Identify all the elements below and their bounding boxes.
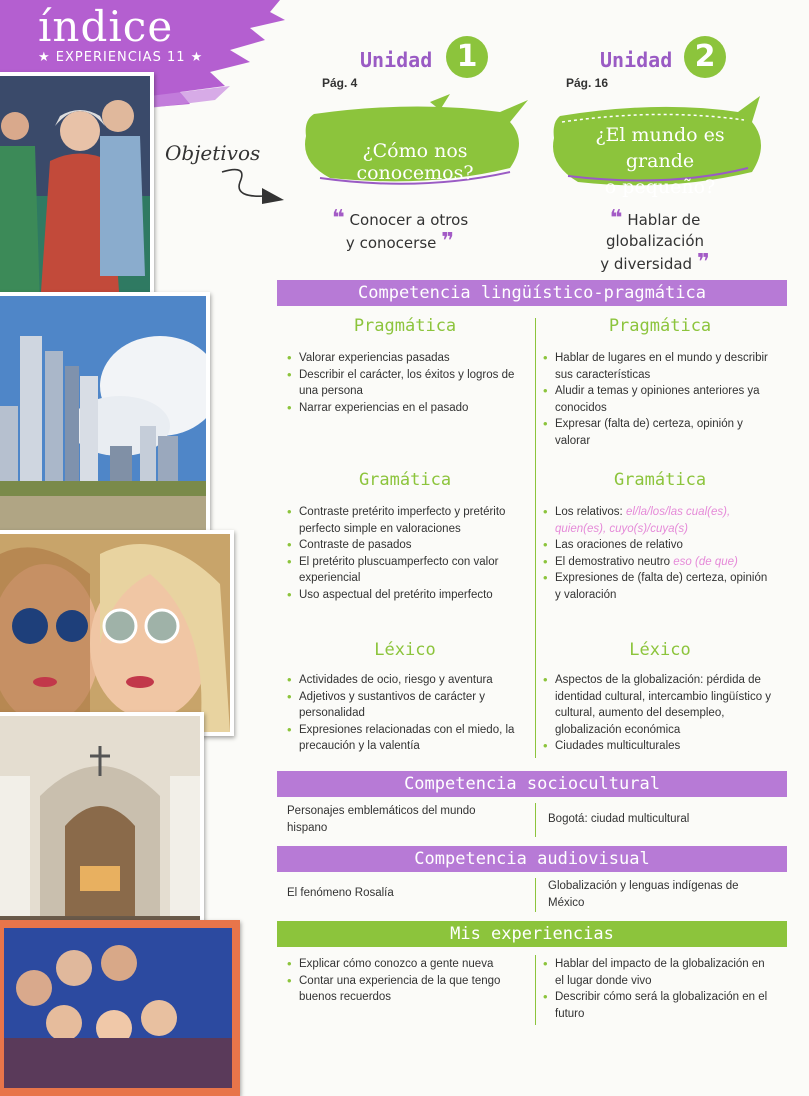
unit-2-bubble-line1: ¿El mundo es grande (595, 124, 725, 172)
band-audiovisual: Competencia audiovisual (277, 846, 787, 872)
list-item: • Uso aspectual del pretérito imperfecto (287, 587, 527, 604)
list-item: • Hablar de lugares en el mundo y describir sus características (543, 350, 773, 383)
relativos-forms: el/la/los/las cual(es), quien(es), cuyo(s)/cuya(s) (555, 506, 731, 535)
objetivos-label: Objetivos (165, 141, 261, 165)
relativos-label: Los relativos: (555, 506, 626, 518)
unit-2-gramatica-list (543, 504, 773, 603)
photo-audience (0, 72, 154, 310)
unit-2-lexico-title: Léxico (629, 640, 691, 660)
unit-2-experiencias-list (543, 956, 773, 1022)
unit-1-audiovisual: El fenómeno Rosalía (287, 887, 394, 899)
unit-1-label: Unidad (360, 48, 433, 72)
photo-synagogue-interior (0, 712, 204, 940)
column-divider (535, 878, 536, 912)
band-mis-experiencias: Mis experiencias (277, 921, 787, 947)
list-item (543, 554, 773, 571)
unit-2-badge: 2 (684, 36, 726, 78)
list-item: • Contraste pretérito imperfecto y pretérito perfecto simple en valoraciones (287, 504, 527, 537)
list-item: • Contraste de pasados (287, 537, 527, 554)
list-item: • El pretérito pluscuamperfecto con valor experiencial (287, 554, 527, 587)
list-item: • Expresiones relacionadas con el miedo, la precaución y la valentía (287, 722, 527, 755)
photo-friends-sunglasses (0, 530, 234, 736)
unit-1-page: Pág. 4 (322, 76, 358, 90)
list-item: • Hablar del impacto de la globalización en el lugar donde vivo (543, 956, 773, 989)
unit-2-audiovisual: Globalización y lenguas indígenas de México (548, 880, 739, 909)
index-title: índice (38, 2, 174, 51)
unit-2-bubble-text (560, 122, 760, 200)
list-item: • Expresar (falta de) certeza, opinión y valorar (543, 416, 773, 449)
neutro-form: eso (de que) (673, 555, 738, 568)
objetivos-arrow (218, 166, 290, 210)
unit-2-objective-line1: Hablar de globalización (605, 211, 705, 250)
index-subtitle: ★ EXPERIENCIAS 11 ★ (38, 50, 204, 65)
unit-1-bubble-text: ¿Cómo nos conocemos? (356, 140, 474, 184)
unit-2-label: Unidad (600, 48, 673, 72)
unit-2-objective (560, 208, 750, 275)
unit-1-sociocultural: Personajes emblemáticos del mundo hispano (287, 805, 476, 834)
unit-1-lexico-list (287, 672, 527, 755)
list-item: • Actividades de ocio, riesgo y aventura (287, 672, 527, 689)
unit-1-objective-line1: Conocer a otros (349, 211, 469, 229)
list-item: • Ciudades multiculturales (543, 738, 778, 755)
unit-1-objective (320, 208, 480, 254)
list-item: • Narrar experiencias en el pasado (287, 400, 527, 417)
column-divider (535, 803, 536, 837)
band-sociocultural: Competencia sociocultural (277, 771, 787, 797)
quote-close-mark: ❞ (441, 229, 455, 254)
list-item: • Aspectos de la globalización: pérdida de identidad cultural, intercambio lingüístico y cultural, aumento del desempleo, globalización económica (543, 672, 778, 738)
list-item: • Contar una experiencia de la que tengo buenos recuerdos (287, 973, 527, 1006)
unit-1-pragmatica-list (287, 350, 527, 416)
unit-2-pragmatica-list (543, 350, 773, 449)
unit-2-gramatica-title: Gramática (613, 470, 707, 490)
unit-2-bubble-line2: o pequeño? (604, 176, 716, 198)
list-item (543, 504, 773, 537)
unit-1-objective-line2: y conocerse (345, 234, 437, 252)
neutro-label: El demostrativo neutro (555, 555, 674, 568)
band-linguistico-pragmatica: Competencia lingüístico-pragmática (277, 280, 787, 306)
unit-2-lexico-list (543, 672, 778, 755)
column-divider (535, 955, 536, 1025)
photo-friends-frame (0, 920, 240, 1096)
photo-city-skyline (0, 292, 210, 536)
list-item: • Las oraciones de relativo (543, 537, 773, 554)
unit-1-pragmatica-title: Pragmática (353, 316, 457, 336)
unit-1-gramatica-list (287, 504, 527, 603)
list-item: • Explicar cómo conozco a gente nueva (287, 956, 527, 973)
unit-1-badge: 1 (446, 36, 488, 78)
unit-1-lexico-title: Léxico (374, 640, 436, 660)
list-item: • Adjetivos y sustantivos de carácter y personalidad (287, 689, 527, 722)
list-item: • Valorar experiencias pasadas (287, 350, 527, 367)
unit-2-sociocultural: Bogotá: ciudad multicultural (548, 813, 690, 825)
unit-2-page: Pág. 16 (566, 76, 609, 90)
quote-open-mark: ❝ (331, 206, 345, 231)
list-item: • Describir cómo será la globalización en el futuro (543, 989, 773, 1022)
quote-open-mark: ❝ (609, 206, 623, 231)
list-item: • Describir el carácter, los éxitos y logros de una persona (287, 367, 527, 400)
unit-1-gramatica-title: Gramática (358, 470, 452, 490)
unit-2-objective-line2: y diversidad (600, 255, 693, 273)
list-item: • Expresiones de (falta de) certeza, opinión y valoración (543, 570, 773, 603)
quote-close-mark: ❞ (696, 250, 710, 275)
unit-2-pragmatica-title: Pragmática (608, 316, 712, 336)
unit-1-experiencias-list (287, 956, 527, 1006)
column-divider (535, 318, 536, 758)
list-item: • Aludir a temas y opiniones anteriores ya conocidos (543, 383, 773, 416)
